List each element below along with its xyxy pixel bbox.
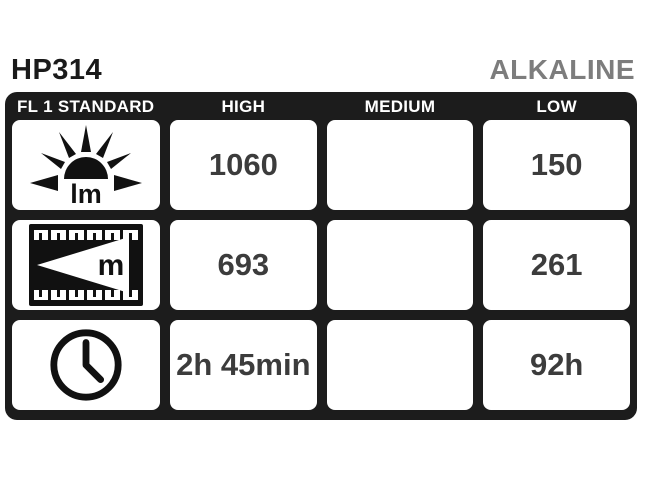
value-runtime-low: 92h [529,347,584,382]
table-body [12,120,630,410]
value-beam-distance-low: 261 [530,247,583,282]
cell-light-output-low [483,120,630,210]
column-header-medium: MEDIUM [364,97,436,116]
cell-light-output-high [170,120,317,210]
cell-runtime-medium [327,320,474,410]
cell-runtime-icon [12,320,160,410]
runtime-clock-icon [47,326,125,404]
cell-runtime-low [483,320,630,410]
cell-beam-distance-medium [327,220,474,310]
cell-beam-distance-icon [12,220,160,310]
column-header-low: LOW [536,97,577,116]
lumens-sunburst-icon [25,125,147,205]
value-runtime-high: 2h 45min [176,347,311,382]
value-light-output-high: 1060 [208,147,278,182]
value-light-output-low: 150 [530,147,583,182]
cell-beam-distance-low [483,220,630,310]
lumens-unit-label: lm [70,179,102,205]
title-row [11,54,635,87]
fl1-spec-table [5,92,637,420]
cell-light-output-medium [327,120,474,210]
value-beam-distance-high: 693 [217,247,270,282]
column-header-high: HIGH [221,97,266,116]
cell-beam-distance-high [170,220,317,310]
cell-runtime-high [170,320,317,410]
battery-type-label: ALKALINE [489,54,635,85]
table-header-row [12,94,630,120]
cell-light-output-icon [12,120,160,210]
product-model-title: HP314 [11,54,103,86]
beam-distance-unit-label: m [97,249,125,282]
fl1-standard-header: FL 1 STANDARD [17,97,155,116]
beam-distance-ruler-icon [29,224,143,306]
